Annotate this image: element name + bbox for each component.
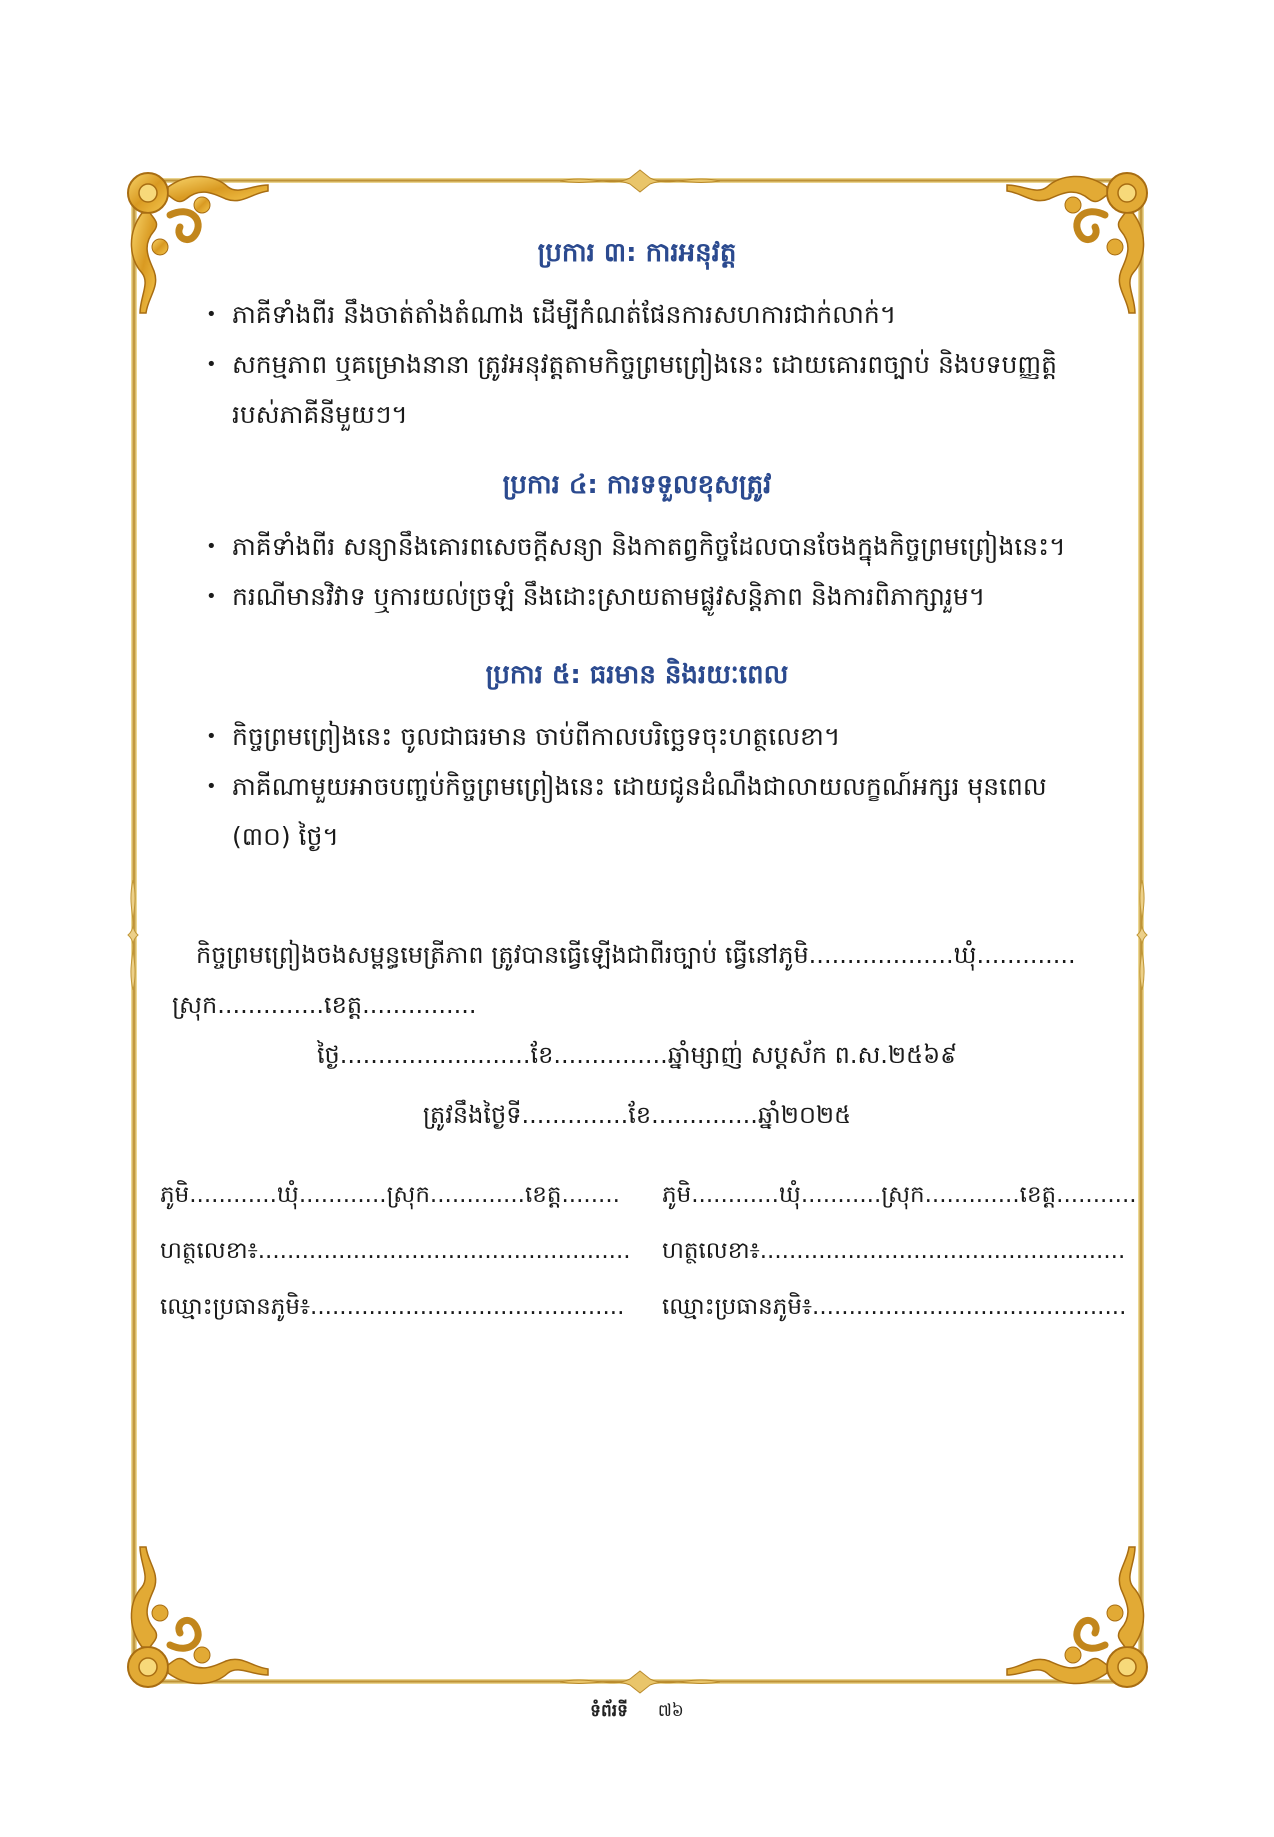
article-5-bullets [200,712,1100,862]
ornament-top-center-icon [560,168,720,194]
closing-paragraph-line-2: ស្រុក..............ខេត្ត............... [172,991,477,1019]
ornament-bottom-center-icon [560,1669,720,1695]
page-footer [0,1700,1274,1725]
ornament-corner-bottom-right-icon [1005,1545,1155,1695]
article-3-bullets [200,290,1100,440]
list-item: • សកម្មភាព ឬគម្រោងនានា ត្រូវអនុវត្តតាមកិច្ចព្រមព្រៀងនេះ ដោយគោរពច្បាប់ និងបទបញ្ញត្តិរបស់ភាគីនីមួយៗ។ [200,340,1100,440]
date-lunar-line: ថ្ងៃ.........................ខែ...............ឆ្នាំម្សាញ់ សប្តស័ក ព.ស.២៥៦៩ [316,1041,958,1069]
ornament-right-center-icon [1127,880,1157,990]
page-label: ទំព័រទី [590,1701,628,1721]
closing-paragraph-line-1: កិច្ចព្រមព្រៀងចងសម្ពន្ធមេត្រីភាព ត្រូវបានធ្វើឡើងជាពីរច្បាប់ ធ្វើនៅភូមិ...................ឃុំ............. [196,941,1076,969]
signature-field: ហត្ថលេខា៖.................................................. [662,1238,1126,1264]
signature-block-right [662,1172,1137,1340]
list-item: • ភាគីណាមួយអាចបញ្ចប់កិច្ចព្រមព្រៀងនេះ ដោយជូនដំណឹងជាលាយលក្ខណ៍អក្សរ មុនពេល (៣០) ថ្ងៃ។ [200,762,1100,862]
list-item: • ករណីមានវិវាទ ឬការយល់ច្រឡំ នឹងដោះស្រាយតាមផ្លូវសន្តិភាព និងការពិភាក្សារួម។ [200,572,1100,622]
chief-name-field: ឈ្មោះប្រធានភូមិ៖........................................... [662,1294,1127,1320]
location-field: ភូមិ............ឃុំ...........ស្រុក.............ខេត្ត........... [662,1182,1137,1208]
section-title-article-3: ប្រការ ៣: ការអនុវត្ត [537,238,737,268]
date-solar-line: ត្រូវនឹងថ្ងៃទី..............ខែ..............ឆ្នាំ២០២៥ [422,1101,852,1129]
list-item: • ភាគីទាំងពីរ សន្យានឹងគោរពសេចក្តីសន្យា និងកាតព្វកិច្ចដែលបានចែងក្នុងកិច្ចព្រមព្រៀងនេះ។ [200,522,1100,572]
article-4-bullets [200,522,1100,622]
signature-field: ហត្ថលេខា៖................................................... [160,1238,631,1264]
signature-block-left [160,1172,631,1340]
ornament-left-center-icon [118,880,148,990]
location-field: ភូមិ............ឃុំ............ស្រុក.............ខេត្ត........ [160,1182,620,1208]
list-item: • ភាគីទាំងពីរ នឹងចាត់តាំងតំណាង ដើម្បីកំណត់ផែនការសហការជាក់លាក់។ [200,290,1100,340]
list-item: • កិច្ចព្រមព្រៀងនេះ ចូលជាធរមាន ចាប់ពីកាលបរិច្ឆេទចុះហត្ថលេខា។ [200,712,1100,762]
page-number: ៧៦ [657,1701,684,1721]
section-title-article-4: ប្រការ ៤: ការទទួលខុសត្រូវ [502,470,772,500]
chief-name-field: ឈ្មោះប្រធានភូមិ៖........................................... [160,1294,625,1320]
ornament-corner-bottom-left-icon [120,1545,270,1695]
section-title-article-5: ប្រការ ៥: ធរមាន និងរយៈពេល [485,660,789,690]
